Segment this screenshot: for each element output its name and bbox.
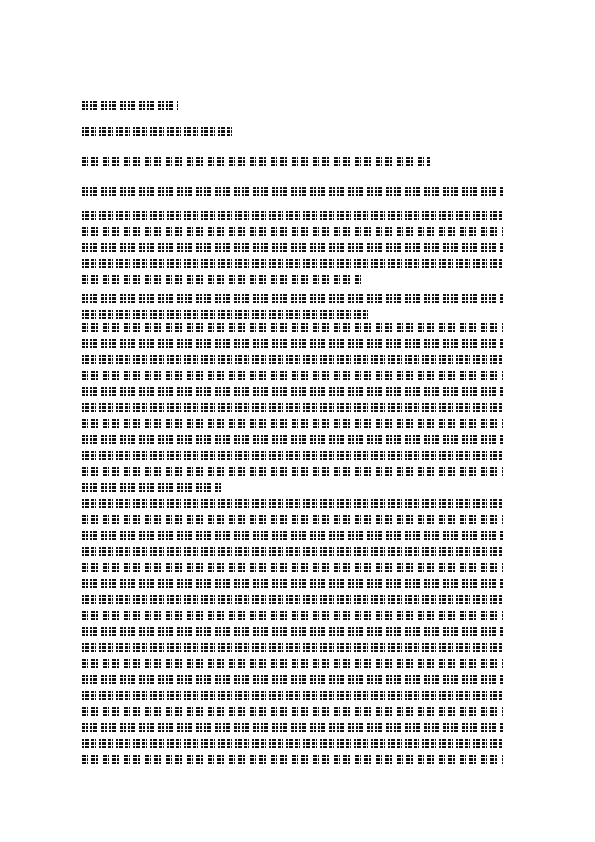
header-line-1 bbox=[82, 101, 178, 110]
paragraph-line bbox=[82, 294, 503, 303]
paragraph-line bbox=[82, 187, 503, 196]
paragraph-line bbox=[82, 579, 503, 588]
paragraph-line bbox=[82, 339, 503, 348]
paragraph-line bbox=[82, 467, 503, 476]
paragraph-line bbox=[82, 707, 503, 716]
document-title bbox=[82, 157, 430, 166]
paragraph-line bbox=[82, 739, 503, 748]
paragraph-line bbox=[82, 435, 503, 444]
paragraph-line bbox=[82, 595, 503, 604]
paragraph-line bbox=[82, 611, 503, 620]
paragraph-line bbox=[82, 323, 503, 332]
paragraph-line bbox=[82, 723, 503, 732]
paragraph-line bbox=[82, 691, 503, 700]
paragraph-line bbox=[82, 371, 503, 380]
paragraph-line bbox=[82, 227, 503, 236]
paragraph-line bbox=[82, 387, 503, 396]
paragraph-line bbox=[82, 515, 503, 524]
paragraph-line bbox=[82, 259, 503, 268]
paragraph-line bbox=[82, 659, 503, 668]
paragraph-line bbox=[82, 755, 503, 764]
paragraph-line bbox=[82, 643, 503, 652]
paragraph-line bbox=[82, 211, 503, 220]
paragraph-line bbox=[82, 499, 503, 508]
paragraph-line bbox=[82, 675, 503, 684]
paragraph-line bbox=[82, 403, 503, 412]
paragraph-line bbox=[82, 275, 362, 284]
paragraph-line bbox=[82, 563, 503, 572]
paragraph-line bbox=[82, 243, 503, 252]
paragraph-line bbox=[82, 355, 503, 364]
paragraph-line bbox=[82, 419, 503, 428]
paragraph-line bbox=[82, 531, 503, 540]
paragraph-line bbox=[82, 483, 222, 492]
paragraph-line bbox=[82, 451, 503, 460]
paragraph-line bbox=[82, 547, 503, 556]
paragraph-line bbox=[82, 310, 370, 319]
paragraph-line bbox=[82, 627, 503, 636]
header-line-2 bbox=[82, 127, 234, 136]
